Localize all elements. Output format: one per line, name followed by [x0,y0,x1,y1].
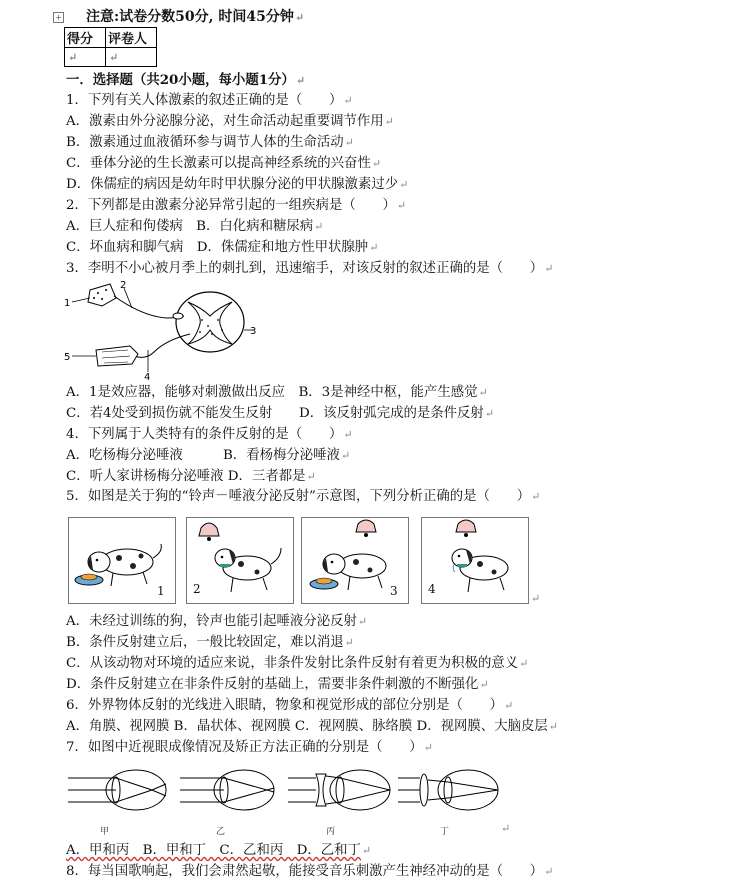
q4-options-ab: A．吃杨梅分泌唾液 B．看杨梅分泌唾液↵ [66,448,351,463]
q5-option-d: D．条件反射建立在非条件反射的基础上，需要非条件刺激的不断强化↵ [66,677,489,692]
q7-stem: 7．如图中近视眼成像情况及矫正方法正确的分别是（ ）↵ [66,740,433,755]
score-table [64,27,157,67]
q1-option-b: B．激素通过血液循环参与调节人体的生命活动↵ [66,135,354,150]
q4-options-cd: C．听人家讲杨梅分泌唾液 D．三者都是↵ [66,469,316,484]
caption-ding: 丁 [440,827,450,837]
fig-label-2: 2 [120,280,127,291]
dog-salivating-icon [422,518,528,603]
q4-stem: 4．下列属于人类特有的条件反射的是（ ）↵ [66,427,353,442]
q6-options: A．角膜、视网膜 B．晶状体、视网膜 C．视网膜、脉络膜 D．视网膜、大脑皮层↵ [66,719,558,734]
paragraph-mark: ↵ [501,822,511,835]
q6-stem: 6．外界物体反射的光线进入眼睛，物象和视觉形成的部位分别是（ ）↵ [66,698,514,713]
q3-options-ab: A．1是效应器，能够对刺激做出反应 B．3是神经中枢，能产生感觉↵ [66,385,488,400]
dog-panel-1 [68,517,176,604]
fig-label-1: 1 [64,298,71,309]
score-cell[interactable]: ↵ [65,48,106,67]
caption-jia: 甲 [100,827,110,837]
dog-bell-icon [187,518,293,603]
q3-stem: 3．李明不小心被月季上的刺扎到，迅速缩手，对该反射的叙述正确的是（ ）↵ [66,261,554,276]
q5-option-b: B．条件反射建立后，一般比较固定，难以消退↵ [66,635,354,650]
q5-option-a: A．未经过训练的狗，铃声也能引起唾液分泌反射↵ [66,614,368,629]
grader-header: 评卷人 [106,28,157,48]
exam-notice: 注意:试卷分数50分, 时间45分钟↵ [86,9,305,25]
eye-diagram-1 [68,770,166,837]
dog-panel-4 [421,517,529,604]
table-move-handle-icon[interactable]: + [53,12,64,23]
dog-panel-2 [186,517,294,604]
caption-yi: 乙 [216,827,226,837]
q2-options-ab: A．巨人症和佝偻病 B．白化病和糖尿病↵ [66,219,324,234]
grader-cell[interactable]: ↵ [106,48,157,67]
q5-option-c: C．从该动物对环境的适应来说，非条件发射比条件反射有着更为积极的意义↵ [66,656,529,671]
panel-number: 1 [157,584,165,598]
fig-label-4: 4 [144,372,151,382]
reflex-arc-figure [62,280,262,382]
paragraph-mark: ↵ [531,592,541,605]
panel-number: 2 [193,582,201,596]
dog-panel-3 [301,517,409,604]
q1-stem: 1．下列有关人体激素的叙述正确的是（ ）↵ [66,93,353,108]
panel-number: 4 [428,582,436,596]
q5-stem: 5．如图是关于狗的“铃声－唾液分泌反射”示意图，下列分析正确的是（ ）↵ [66,489,541,504]
eye-diagram-3 [288,770,390,837]
panel-number: 3 [390,584,398,598]
q1-option-d: D．侏儒症的病因是幼年时甲状腺分泌的甲状腺激素过少↵ [66,177,409,192]
score-header: 得分 [65,28,106,48]
q7-options: A．甲和丙 B．甲和丁 C．乙和丙 D．乙和丁↵ [66,843,372,858]
q3-options-cd: C．若4处受到损伤就不能发生反射 D．该反射弧完成的是条件反射↵ [66,406,495,421]
caption-bing: 丙 [326,827,336,837]
q1-option-c: C．垂体分泌的生长激素可以提高神经系统的兴奋性↵ [66,156,382,171]
q1-option-a: A．激素由外分泌腺分泌，对生命活动起重要调节作用↵ [66,114,394,129]
section-title: 一．选择题（共20小题，每小题1分）↵ [66,72,306,88]
fig-label-3: 3 [250,326,257,337]
q2-options-cd: C．坏血病和脚气病 D．侏儒症和地方性甲状腺肿↵ [66,240,379,255]
q2-stem: 2．下列都是由激素分泌异常引起的一组疾病是（ ）↵ [66,198,407,213]
eye-diagram-figure [64,764,514,840]
eye-diagram-4 [398,770,498,837]
fig-label-5: 5 [64,352,71,363]
q8-stem: 8．每当国歌响起，我们会肃然起敬，能接受音乐刺激产生神经冲动的是（ ）↵ [66,864,554,879]
eye-diagram-2 [180,770,274,837]
